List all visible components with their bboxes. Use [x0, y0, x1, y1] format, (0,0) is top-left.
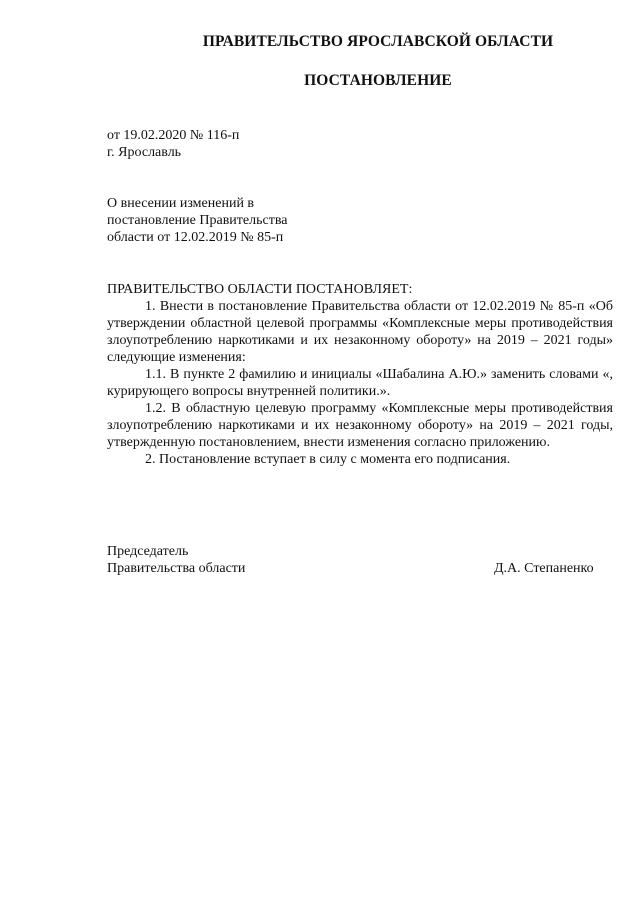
- signatory-name: Д.А. Степаненко: [494, 561, 594, 576]
- resolves-heading: ПРАВИТЕЛЬСТВО ОБЛАСТИ ПОСТАНОВЛЯЕТ:: [107, 282, 413, 297]
- government-name: ПРАВИТЕЛЬСТВО ЯРОСЛАВСКОЙ ОБЛАСТИ: [202, 33, 554, 50]
- resolution-body: [107, 281, 613, 468]
- document-city: г. Ярославль: [107, 145, 182, 160]
- resolution-item-1: 1. Внести в постановление Правительства области от 12.02.2019 № 85-п «Об утверждении областной целевой программы «Комплексные меры противодействия злоупотреблению наркотиками и их незаконному обороту» на 2019 – 2021 годы» следующие изменения:: [107, 299, 613, 365]
- signatory-position-line-2: Правительства области: [107, 561, 246, 576]
- resolution-item-1-2: 1.2. В областную целевую программу «Комплексные меры противодействия злоупотреблению наркотиками и их незаконному обороту» на 2019 – 2021 годы, утвержденную постановлением, внести изменения согласно приложению.: [107, 401, 613, 450]
- subject-line-2: постановление Правительства: [107, 213, 288, 228]
- resolution-item-1-1: 1.1. В пункте 2 фамилию и инициалы «Шабалина А.Ю.» заменить словами «, курирующего вопросы внутренней политики.».: [107, 367, 613, 399]
- subject-line-3: области от 12.02.2019 № 85-п: [107, 230, 284, 245]
- document-date-number: от 19.02.2020 № 116-п: [107, 128, 240, 143]
- subject-line-1: О внесении изменений в: [107, 196, 255, 211]
- signatory-position: [107, 543, 245, 577]
- signatory-position-line-1: Председатель: [107, 544, 189, 559]
- document-type: ПОСТАНОВЛЕНИЕ: [304, 72, 452, 89]
- resolution-item-2: 2. Постановление вступает в силу с момента его подписания.: [145, 452, 511, 467]
